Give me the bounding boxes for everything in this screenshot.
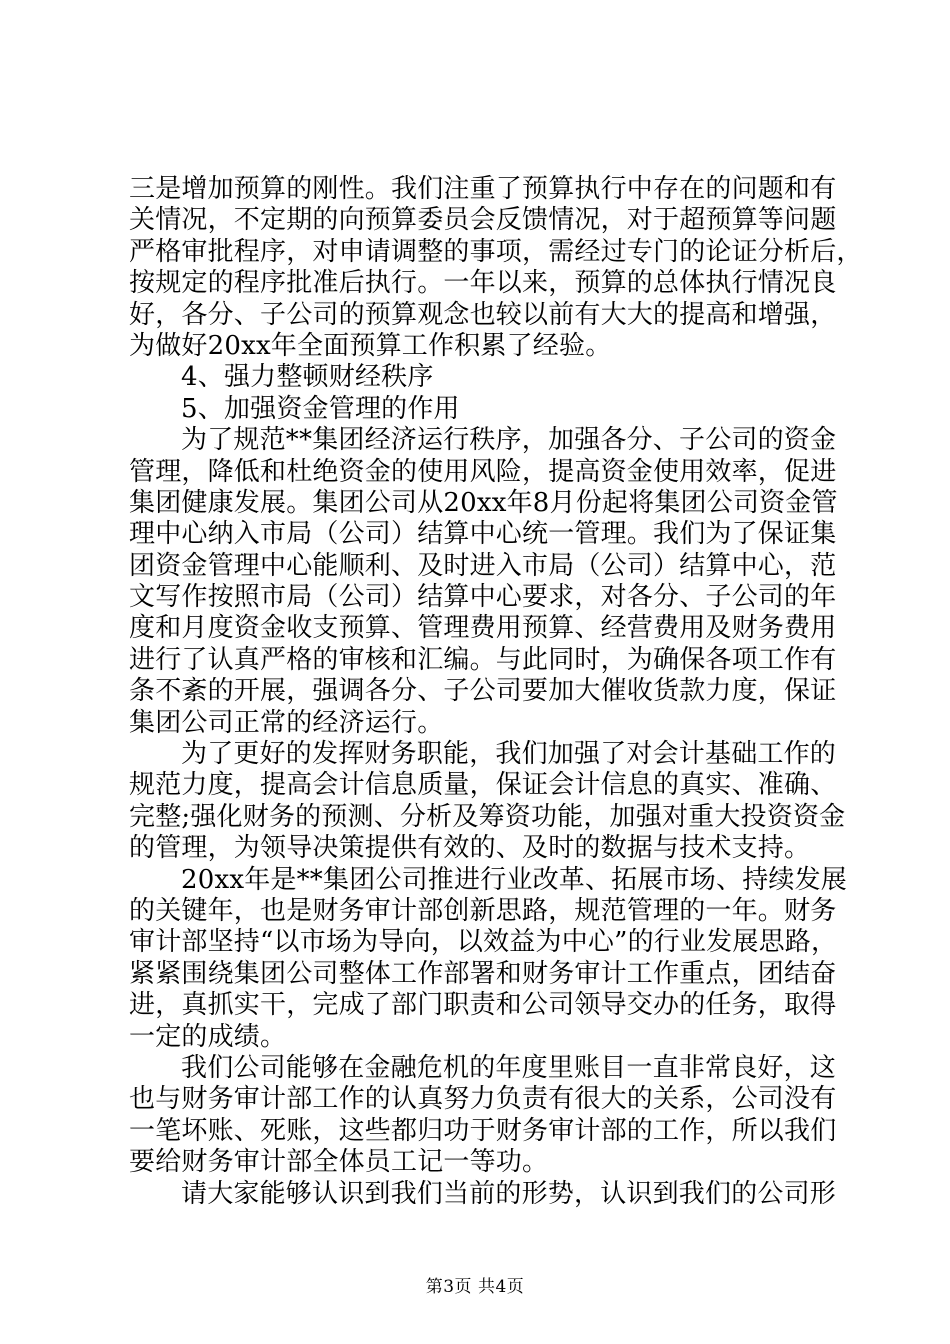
text-line: 完整;强化财务的预测、分析及筹资功能，加强对重大投资资金 [129, 801, 846, 832]
text-line: 集团健康发展。集团公司从20xx年8月份起将集团公司资金管 [129, 487, 838, 518]
text-line: 管理，降低和杜绝资金的使用风险，提高资金使用效率，促进 [129, 456, 837, 487]
text-line: 4、强力整顿财经秩序 [181, 362, 434, 393]
text-line: 严格审批程序，对申请调整的事项，需经过专门的论证分析后， [129, 236, 863, 267]
text-line: 进行了认真严格的审核和汇编。与此同时，为确保各项工作有 [129, 644, 837, 675]
text-line: 要给财务审计部全体员工记一等功。 [129, 1147, 549, 1178]
text-line: 20xx年是**集团公司推进行业改革、拓展市场、持续发展 [181, 864, 848, 895]
text-line: 规范力度，提高会计信息质量，保证会计信息的真实、准确、 [129, 770, 837, 801]
document-body [129, 174, 863, 1210]
text-line: 按规定的程序批准后执行。一年以来，预算的总体执行情况良 [129, 268, 837, 299]
page-number-footer: 第3页 共4页 [425, 1277, 525, 1297]
text-line: 为了规范**集团经济运行秩序，加强各分、子公司的资金 [181, 425, 837, 456]
text-line: 请大家能够认识到我们当前的形势，认识到我们的公司形 [181, 1178, 837, 1209]
text-line: 关情况，不定期的向预算委员会反馈情况，对于超预算等问题 [129, 205, 837, 236]
text-line: 一定的成绩。 [129, 1021, 287, 1052]
text-line: 度和月度资金收支预算、管理费用预算、经营费用及财务费用 [129, 613, 837, 644]
text-line: 我们公司能够在金融危机的年度里账目一直非常良好，这 [181, 1052, 837, 1083]
text-line: 5、加强资金管理的作用 [181, 393, 460, 424]
text-line: 集团公司正常的经济运行。 [129, 707, 444, 738]
text-line: 为了更好的发挥财务职能，我们加强了对会计基础工作的 [181, 739, 837, 770]
text-line: 进，真抓实干，完成了部门职责和公司领导交办的任务，取得 [129, 990, 837, 1021]
text-line: 的管理，为领导决策提供有效的、及时的数据与技术支持。 [129, 833, 811, 864]
text-line: 三是增加预算的刚性。我们注重了预算执行中存在的问题和有 [129, 174, 837, 204]
text-line: 也与财务审计部工作的认真努力负责有很大的关系，公司没有 [129, 1084, 837, 1115]
text-line: 理中心纳入市局（公司）结算中心统一管理。我们为了保证集 [129, 519, 837, 550]
text-line: 好，各分、子公司的预算观念也较以前有大大的提高和增强， [129, 299, 837, 330]
text-line: 的关键年，也是财务审计部创新思路，规范管理的一年。财务 [129, 895, 837, 926]
text-line: 为做好20xx年全面预算工作积累了经验。 [129, 330, 612, 361]
text-line: 条不紊的开展，强调各分、子公司要加大催收货款力度，保证 [129, 676, 837, 707]
text-line: 紧紧围绕集团公司整体工作部署和财务审计工作重点，团结奋 [129, 958, 837, 989]
text-line: 团资金管理中心能顺利、及时进入市局（公司）结算中心，范 [129, 550, 837, 581]
text-line: 文写作按照市局（公司）结算中心要求，对各分、子公司的年 [129, 582, 837, 613]
text-line: 审计部坚持“以市场为导向，以效益为中心”的行业发展思路， [129, 927, 838, 958]
text-line: 一笔坏账、死账，这些都归功于财务审计部的工作，所以我们 [129, 1115, 837, 1146]
